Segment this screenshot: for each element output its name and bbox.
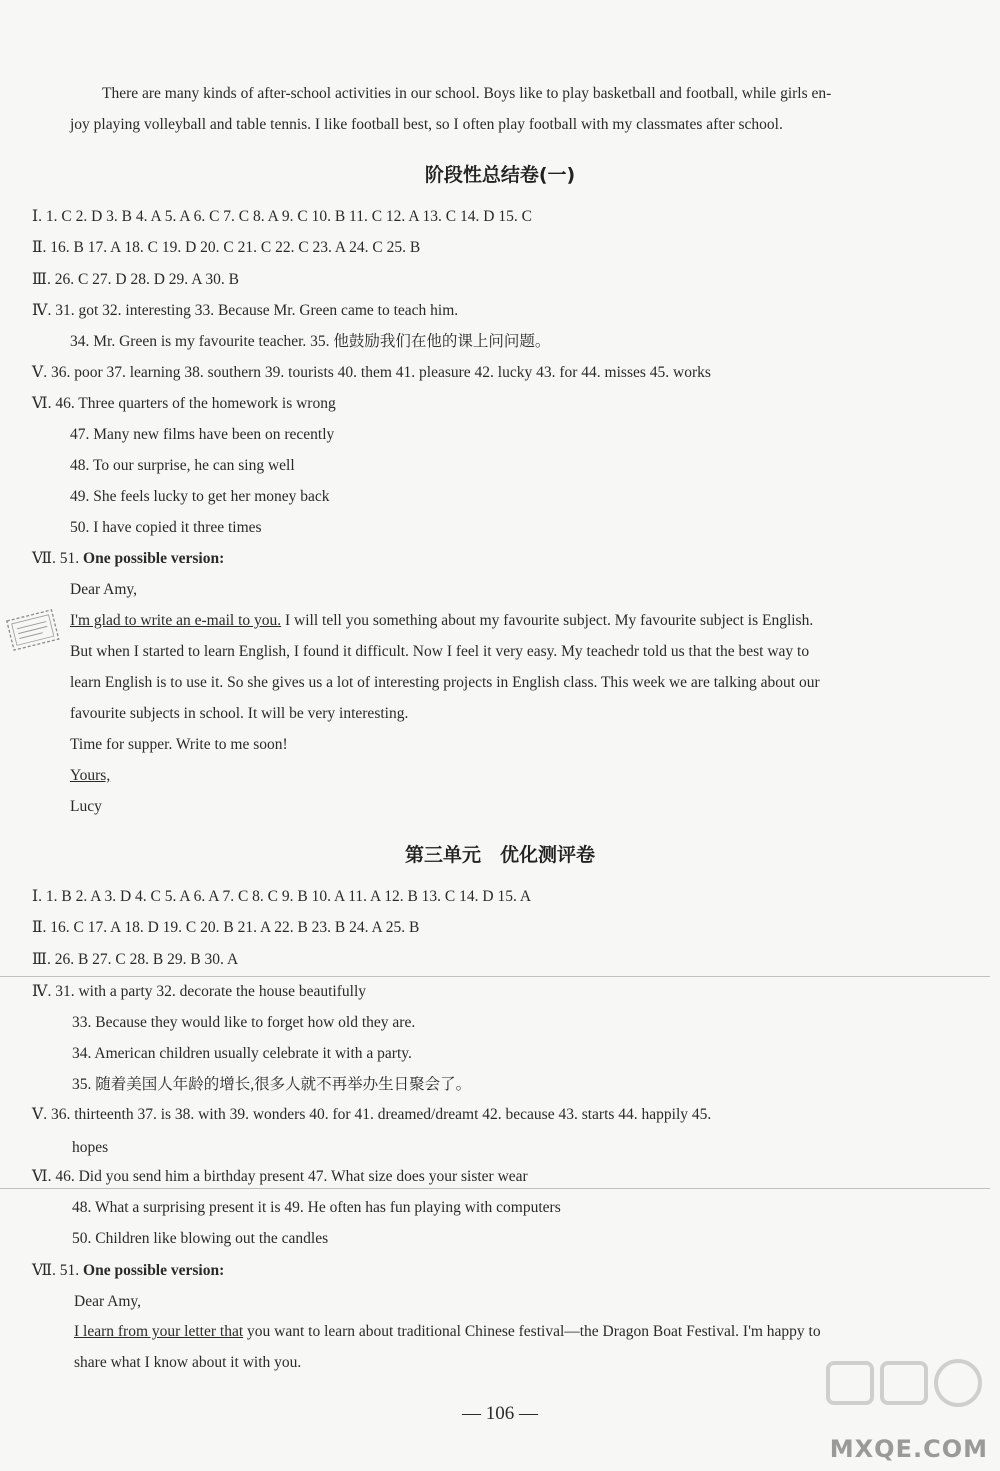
intro-line-2: joy playing volleyball and table tennis. I like football best, so I often play football with my classmates after school.: [70, 116, 783, 133]
s1-part-VI-47: 47. Many new films have been on recently: [70, 426, 335, 443]
s2-part-IV-35: 35. 随着美国人年龄的增长,很多人就不再举办生日聚会了。: [72, 1076, 472, 1093]
s2-part-VI-a: Ⅵ. 46. Did you send him a birthday present 47. What size does your sister wear: [32, 1168, 528, 1185]
intro-line-1: There are many kinds of after-school activities in our school. Boys like to play basketball and football, while girls en-: [102, 85, 832, 102]
s1-part-VI-49: 49. She feels lucky to get her money back: [70, 488, 330, 505]
s2-part-IV-33: 33. Because they would like to forget how old they are.: [72, 1014, 416, 1031]
s2-part-VII-prefix: Ⅶ. 51.: [32, 1262, 84, 1279]
stamp-icon: [2, 607, 64, 655]
s1-letter-greeting: Dear Amy,: [70, 581, 138, 598]
s1-part-II: Ⅱ. 16. B 17. A 18. C 19. D 20. C 21. C 22. C 23. A 24. C 25. B: [32, 239, 421, 256]
s1-part-VII: [32, 549, 224, 569]
s1-letter-p4: favourite subjects in school. It will be very interesting.: [70, 705, 409, 722]
s2-part-VI-c: 50. Children like blowing out the candles: [72, 1230, 329, 1247]
s2-part-VII: [32, 1261, 224, 1281]
section2-title: 第三单元 优化测评卷: [404, 844, 595, 866]
s2-part-III: Ⅲ. 26. B 27. C 28. B 29. B 30. A: [32, 951, 239, 968]
s1-part-III: Ⅲ. 26. C 27. D 28. D 29. A 30. B: [32, 271, 239, 288]
s1-part-VII-prefix: Ⅶ. 51.: [32, 550, 84, 567]
s1-letter-p1: [70, 611, 813, 631]
section1-title: 阶段性总结卷(一): [424, 164, 576, 186]
s1-letter-p1-rest: I will tell you something about my favourite subject. My favourite subject is English.: [281, 612, 814, 629]
s1-part-V: Ⅴ. 36. poor 37. learning 38. southern 39. tourists 40. them 41. pleasure 42. lucky 43. for 44. misses 45. works: [32, 364, 711, 381]
s2-part-II: Ⅱ. 16. C 17. A 18. D 19. C 20. B 21. A 22. B 23. B 24. A 25. B: [32, 919, 420, 936]
s1-letter-p3: learn English is to use it. So she gives us a lot of interesting projects in English class. This week we are talking about our: [70, 674, 820, 691]
page-number: — 106 —: [462, 1403, 538, 1424]
s1-part-VII-label: One possible version:: [83, 550, 225, 567]
s2-letter-p1: [74, 1322, 821, 1342]
watermark-text: MXQE.COM: [829, 1435, 988, 1463]
s1-part-VI-46: Ⅵ. 46. Three quarters of the homework is wrong: [32, 395, 336, 412]
s1-letter-sign: Lucy: [70, 798, 102, 815]
s2-part-IV-34: 34. American children usually celebrate it with a party.: [72, 1045, 412, 1062]
s2-part-VI-b: 48. What a surprising present it is 49. He often has fun playing with computers: [72, 1199, 561, 1216]
s2-part-V-cont: hopes: [72, 1139, 109, 1156]
s1-part-IV-b: 34. Mr. Green is my favourite teacher. 35. 他鼓励我们在他的课上问问题。: [70, 333, 551, 350]
s1-part-VI-50: 50. I have copied it three times: [70, 519, 262, 536]
s1-letter-p2: But when I started to learn English, I found it difficult. Now I feel it very easy. My teachedr told us that the best way to: [70, 643, 810, 660]
divider: [0, 1188, 990, 1189]
divider: [0, 976, 990, 977]
s1-part-IV-a: Ⅳ. 31. got 32. interesting 33. Because Mr. Green came to teach him.: [32, 302, 459, 319]
s2-letter-greeting: Dear Amy,: [74, 1293, 142, 1310]
s1-letter-p5: Time for supper. Write to me soon!: [70, 736, 288, 753]
s2-letter-p2: share what I know about it with you.: [74, 1354, 302, 1371]
s2-letter-p1-rest: you want to learn about traditional Chinese festival—the Dragon Boat Festival. I'm happy to: [243, 1323, 821, 1340]
s2-part-IV-a: Ⅳ. 31. with a party 32. decorate the house beautifully: [32, 983, 366, 1000]
s2-letter-p1-underlined: I learn from your letter that: [74, 1323, 244, 1340]
s2-part-I: Ⅰ. 1. B 2. A 3. D 4. C 5. A 6. A 7. C 8. C 9. B 10. A 11. A 12. B 13. C 14. D 15. A: [32, 888, 532, 905]
s1-letter-close: Yours,: [70, 767, 111, 784]
s2-part-V: Ⅴ. 36. thirteenth 37. is 38. with 39. wonders 40. for 41. dreamed/dreamt 42. because 43. starts 44. happily 45.: [32, 1106, 712, 1123]
s2-part-VII-label: One possible version:: [83, 1262, 225, 1279]
s1-part-I: Ⅰ. 1. C 2. D 3. B 4. A 5. A 6. C 7. C 8. A 9. C 10. B 11. C 12. A 13. C 14. D 15. C: [32, 208, 532, 225]
s1-part-VI-48: 48. To our surprise, he can sing well: [70, 457, 295, 474]
s1-letter-p1-underlined: I'm glad to write an e-mail to you.: [70, 612, 282, 629]
